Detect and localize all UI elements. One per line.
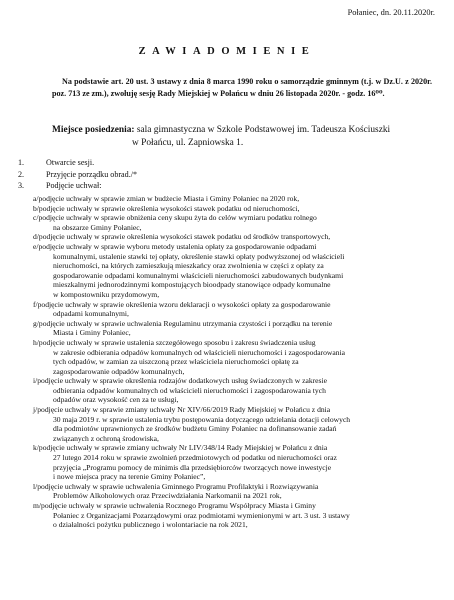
resolution-item (33, 300, 435, 319)
agenda-text: Podjęcie uchwał: (46, 181, 102, 190)
meeting-place (52, 124, 442, 150)
resolution-first-line: l/podjęcie uchwały w sprawie uchwalenia Gminnego Programu Profilaktyki i Rozwiązywania (33, 481, 319, 491)
resolution-item (33, 482, 435, 501)
meeting-place-line1: sala gimnastyczna w Szkole Podstawowej im. Tadeusza Kościuszki (136, 125, 391, 135)
agenda-item (18, 181, 102, 191)
agenda-number: 3. (18, 181, 25, 190)
resolution-item (33, 376, 435, 405)
resolution-first-line: h/podjęcie uchwały w sprawie ustalenia szczegółowego sposobu i zakresu świadczenia usług (33, 337, 316, 347)
resolution-first-line: g/podjęcie uchwały w sprawie uchwalenia Regulaminu utrzymania czystości i porządku na terenie (33, 318, 333, 328)
resolution-first-line: j/podjęcie uchwały w sprawie zmiany uchwały Nr XIV/66/2019 Rady Miejskiej w Połańcu z dnia (33, 405, 331, 415)
resolution-continuation-line: mieszkalnymi jednorodzinnymi kompostujących bioodpady stanowiące odpady komunalne (53, 280, 331, 290)
resolution-continuation-line: o działalności pożytku publicznego i wolontariacie na rok 2021, (53, 520, 248, 530)
intro-paragraph: Na podstawie art. 20 ust. 3 ustawy z dnia 8 marca 1990 roku o samorządzie gminnym (t.j. w Dz.U. z 2020r. poz. 713 ze zm.), zwołuję sesję Rady Miejskiej w Połańcu w dniu 26 listopada 2020r. - godz. 16⁰⁰. (52, 77, 432, 98)
resolution-item (33, 204, 435, 214)
resolution-continuation-line: dla podmiotów uprawnionych ze środków budżetu Gminy Połaniec na dofinansowanie zadań (53, 424, 337, 434)
resolution-first-line: k/podjęcie uchwały w sprawie zmiany uchwały Nr LIV/348/14 Rady Miejskiej w Połańcu z dnia (33, 443, 328, 453)
resolution-first-line: f/podjęcie uchwały w sprawie określenia wzoru deklaracji o wysokości opłaty za gospodarowanie (33, 299, 331, 309)
resolution-continuation-line: 27 lutego 2014 roku w sprawie zwolnień przedmiotowych od podatku od nieruchomości oraz (53, 453, 337, 463)
resolution-item (33, 319, 435, 338)
resolution-continuation-line: odbierania odpadów komunalnych od właścicieli nieruchomości i zagospodarowania tych (53, 385, 326, 395)
resolution-item (33, 443, 435, 481)
resolution-item (33, 338, 435, 376)
resolution-continuation-line: i nowe miejsca pracy na terenie Gminy Połaniec”, (53, 472, 206, 482)
resolution-item (33, 232, 435, 242)
resolution-first-line: d/podjęcie uchwały w sprawie określenia wysokości stawek podatku od środków transportowych, (33, 232, 331, 242)
resolution-first-line: e/podjęcie uchwały w sprawie wyboru metody ustalenia opłaty za gospodarowanie odpadami (33, 241, 317, 251)
resolution-continuation-line: przyjęcia „Programu pomocy de minimis dla przedsiębiorców tworzących nowe inwestycje (53, 462, 332, 472)
resolution-continuation-line: zagospodarowanie odpadów komunalnych, (53, 366, 185, 376)
resolution-continuation-line: w zakresie odbierania odpadów komunalnych od właścicieli nieruchomości i zagospodarowania (53, 347, 346, 357)
resolution-continuation-line: Miasta i Gminy Połaniec, (53, 328, 131, 338)
resolution-item (33, 501, 435, 530)
resolution-continuation-line: w kompostowniku przydomowym, (53, 289, 160, 299)
resolution-continuation-line: 30 maja 2019 r. w sprawie ustalenia trybu postępowania dotyczącego udzielania dotacji celowych (53, 414, 351, 424)
agenda-number: 1. (18, 158, 25, 167)
resolution-first-line: i/podjęcie uchwały w sprawie określenia rodzajów dodatkowych usług świadczonych w zakresie (33, 376, 327, 386)
resolution-list (33, 194, 435, 530)
resolution-continuation-line: gospodarowanie odpadami komunalnymi właścicieli nieruchomości zabudowanych budynkami (53, 270, 344, 280)
resolution-continuation-line: nieruchomości, na których zamieszkują mieszkańcy oraz zwolnienia w części z opłaty za (53, 261, 324, 271)
meeting-place-line2: w Połańcu, ul. Zapniowska 1. (132, 137, 244, 148)
document-date: Połaniec, dn. 20.11.2020r. (347, 8, 435, 17)
meeting-place-label: Miejsce posiedzenia: (52, 125, 135, 135)
resolution-item (33, 213, 435, 232)
resolution-continuation-line: na obszarze Gminy Połaniec, (53, 222, 142, 232)
resolution-item (33, 405, 435, 443)
resolution-continuation-line: odpadami komunalnymi, (53, 309, 129, 319)
agenda-number: 2. (18, 170, 25, 179)
agenda-text: Przyjęcie porządku obrad./* (46, 170, 138, 179)
resolution-continuation-line: tych odpadów, w zamian za uiszczoną przez właściciela nieruchomości opłatę za (53, 357, 299, 367)
resolution-continuation-line: Problemów Alkoholowych oraz Przeciwdziałania Narkomanii na 2021 rok, (53, 491, 282, 501)
resolution-first-line: a/podjęcie uchwały w sprawie zmian w budżecie Miasta i Gminy Połaniec na 2020 rok, (33, 194, 300, 203)
resolution-continuation-line: odpadów oraz wysokość cen za te usługi, (53, 395, 179, 405)
resolution-first-line: b/podjęcie uchwały w sprawie określenia wysokości stawek podatku od nieruchomości, (33, 203, 300, 213)
resolution-item (33, 242, 435, 300)
resolution-continuation-line: komunalnymi, ustalenie stawki tej opłaty, określenie stawki opłaty podwyższonej od właścicieli (53, 251, 345, 261)
resolution-item (33, 194, 435, 204)
agenda-text: Otwarcie sesji. (46, 158, 95, 167)
resolution-continuation-line: Połaniec z Organizacjami Pozarządowymi oraz podmiotami wymienionymi w art. 3 ust. 3 ustawy (53, 510, 350, 520)
resolution-continuation-line: związanych z ochroną środowiska, (53, 433, 159, 443)
document-title: ZAWIADOMIENIE (138, 46, 316, 57)
agenda-item (18, 158, 94, 168)
resolution-first-line: m/podjęcie uchwały w sprawie uchwalenia Rocznego Programu Współpracy Miasta i Gminy (33, 501, 316, 510)
resolution-first-line: c/podjęcie uchwały w sprawie obniżenia ceny skupu żyta do celów wymiaru podatku rolnego (33, 213, 317, 223)
agenda-item (18, 170, 137, 180)
